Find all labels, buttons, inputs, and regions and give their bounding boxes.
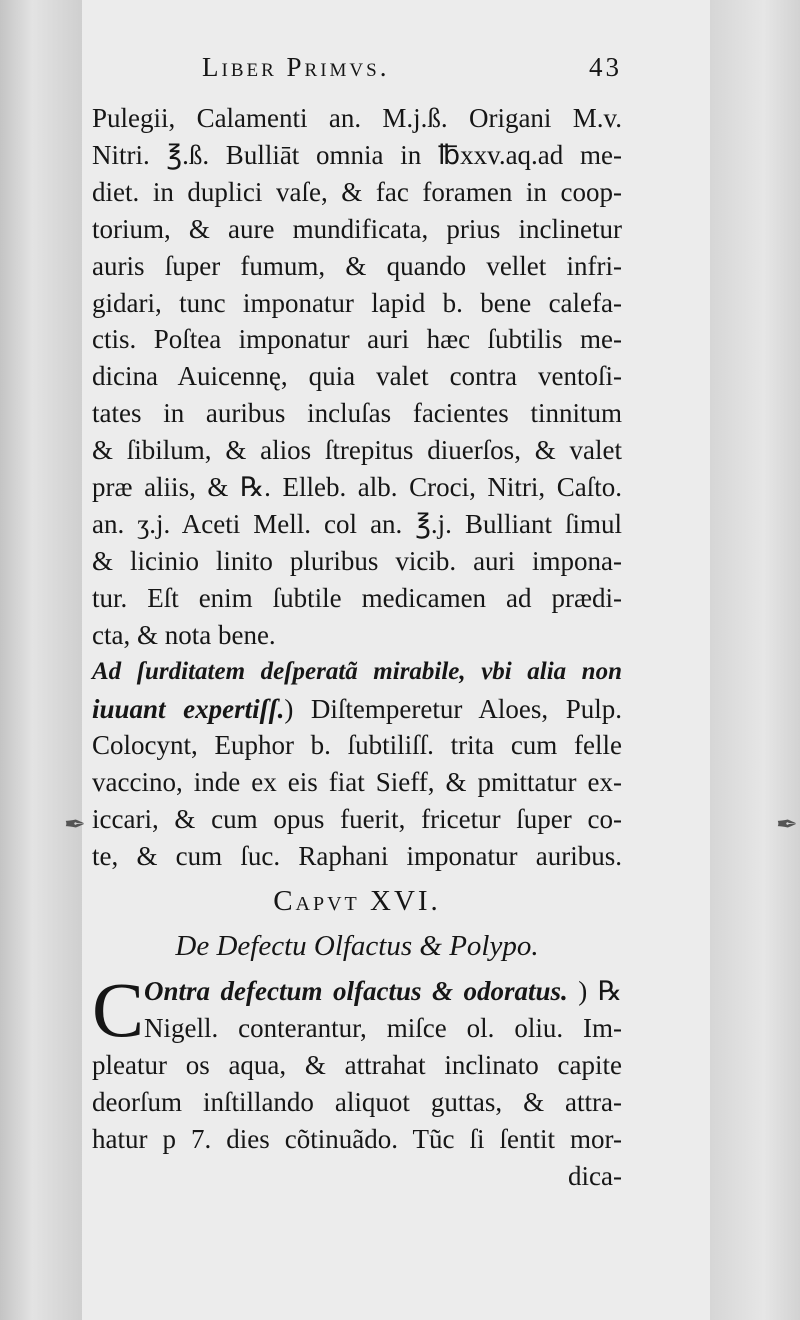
text-line: auris ſuper fumum, & quando vellet infri- [92,250,622,281]
text-line: torium, & aure mundificata, prius inclinetur [92,213,622,244]
roman-run: ) Diſtemperetur Aloes, Pulp. [284,693,623,724]
text-line: iccari, & cum opus fuerit, fricetur ſuper co- [92,804,622,835]
text-line: te, & cum ſuc. Raphani imponatur auribus. [92,841,622,872]
chapter-heading: Capvt XVI. [273,885,441,918]
italic-run: Ontra defectum olfactus & odoratus. [144,976,568,1007]
margin-smudge-icon: ✒ [64,810,86,839]
text-line: dicina Auicennę, quia valet contra ventoſi- [92,361,622,392]
text-line: gidari, tunc imponatur lapid b. bene calefa- [92,287,622,318]
margin-smudge-icon: ✒ [776,810,798,839]
left-background [0,0,82,1320]
text-line: vaccino, inde ex eis fiat Sieff, & pmittatur ex- [92,767,622,798]
paragraph-2 [92,654,622,875]
roman-run: ) ℞ [578,976,622,1007]
text-line: Nigell. conterantur, miſce ol. oliu. Im- [144,1012,622,1043]
text-line: tur. Eſt enim ſubtile medicamen ad prædi- [92,582,622,613]
text-line: Pulegii, Calamenti an. M.j.ß. Origani M.v. [92,103,622,133]
right-background [710,0,800,1320]
italic-heading-line: Ad ſurditatem deſperatã mirabile, vbi alia non [92,657,622,685]
drop-capital: C [92,966,145,1054]
text-line [92,691,622,728]
running-title: Liber Primvs. [202,52,390,82]
page-text [92,48,622,1194]
italic-run: iuuant expertiſſ. [92,693,285,724]
text-line: diet. in duplici vaſe, & fac foramen in coop- [92,176,622,207]
text-line: an. ʒ.j. Aceti Mell. col an. ℥.j. Bulliant ſimul [92,508,622,539]
text-line: Colocynt, Euphor b. ſubtiliſſ. trita cum felle [92,730,622,761]
text-line: & licinio linito pluribus vicib. auri impona- [92,545,622,576]
catchword: dica- [568,1160,622,1191]
text-line: hatur p 7. dies cõtinuãdo. Tũc ſi ſentit mor- [92,1123,622,1154]
paragraph-1 [92,100,622,654]
text-line: cta, & nota bene. [92,619,276,650]
chapter-subtitle: De Defectu Olfactus & Polypo. [175,930,539,963]
text-line: Nitri. ℥.ß. Bulliāt omnia in ℔xxv.aq.ad me- [92,139,622,170]
text-line: & ſibilum, & alios ſtrepitus diuerſos, & valet [92,435,622,466]
page-number: 43 [589,52,622,82]
text-line: deorſum inſtillando aliquot guttas, & attra- [92,1086,622,1117]
text-line: pleatur os aqua, & attrahat inclinato capite [92,1049,622,1080]
text-line: tates in auribus incluſas facientes tinnitum [92,398,622,429]
paragraph-3 [92,966,622,1158]
text-line: ctis. Poſtea imponatur auri hæc ſubtilis me- [92,324,622,355]
text-line [92,973,622,1010]
page-header [92,48,622,100]
text-line: præ aliis, & ℞. Elleb. alb. Croci, Nitri, Caſto. [92,472,622,503]
